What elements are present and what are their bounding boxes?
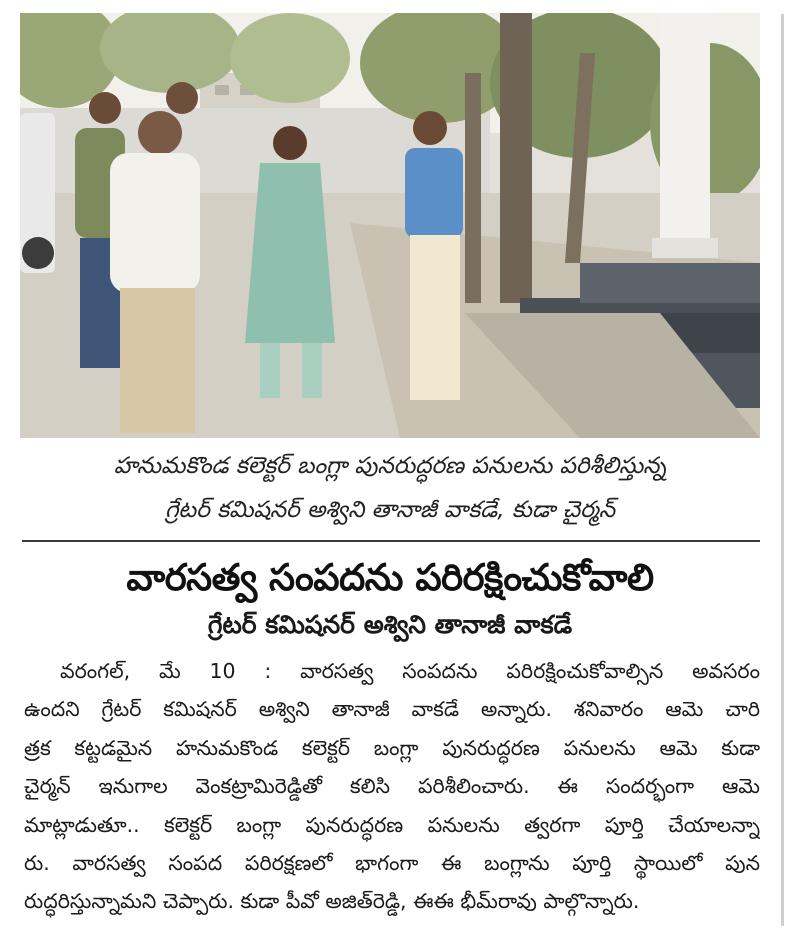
body-line: త్రక కట్టడమైన హనుమకొండ కలెక్టర్ బంగ్లా పునరుద్ధరణ పనులను ఆమె కుడా	[24, 735, 760, 760]
clipping-edge-shadow	[781, 14, 784, 926]
caption-line-2: గ్రేటర్ కమిషనర్ అశ్విని తానాజీ వాకడే, కుడా చైర్మన్	[165, 497, 615, 523]
news-photo	[20, 13, 760, 438]
body-line: వరంగల్, మే 10 : వారసత్వ సంపదను పరిరక్షించుకోవాల్సిన అవసరం	[60, 659, 760, 683]
body-line: ఉందని గ్రేటర్ కమిషనర్ అశ్విని తానాజీ వాకడే అన్నారు. శనివారం ఆమె చారి	[24, 697, 760, 722]
body-line: మాట్లాడుతూ.. కలెక్టర్ బంగ్లా పునరుద్ధరణ పనులను త్వరగా పూర్తి చేయాలన్నా	[24, 812, 760, 837]
body-line: రు. వారసత్వ సంపద పరిరక్షణలో భాగంగా ఈ బంగ్లాను పూర్తి స్థాయిలో పున	[24, 851, 760, 876]
body-line: రుద్ధరిస్తున్నామని చెప్పారు. కుడా పీవో అజిత్‌రెడ్డి, ఈఈ భీమ్‌రావు పాల్గొన్నారు.	[24, 889, 640, 914]
caption-divider	[22, 540, 760, 542]
article-body	[24, 652, 760, 921]
photo-illustration	[20, 13, 760, 438]
caption-line-1: హనుమకొండ కలెక్టర్ బంగ్లా పునరుద్ధరణ పనులను పరిశీలిస్తున్న	[113, 453, 667, 479]
body-line: చైర్మన్ ఇనుగాల వెంకట్రామిరెడ్డితో కలిసి పరిశీలించారు. ఈ సందర్భంగా ఆమె	[24, 774, 760, 799]
photo-caption	[20, 444, 760, 532]
article-subheadline: గ్రేటర్ కమిషనర్ అశ్విని తానాజీ వాకడే	[207, 610, 573, 639]
article-headline: వారసత్వ సంపదను పరిరక్షించుకోవాలి	[126, 556, 654, 599]
